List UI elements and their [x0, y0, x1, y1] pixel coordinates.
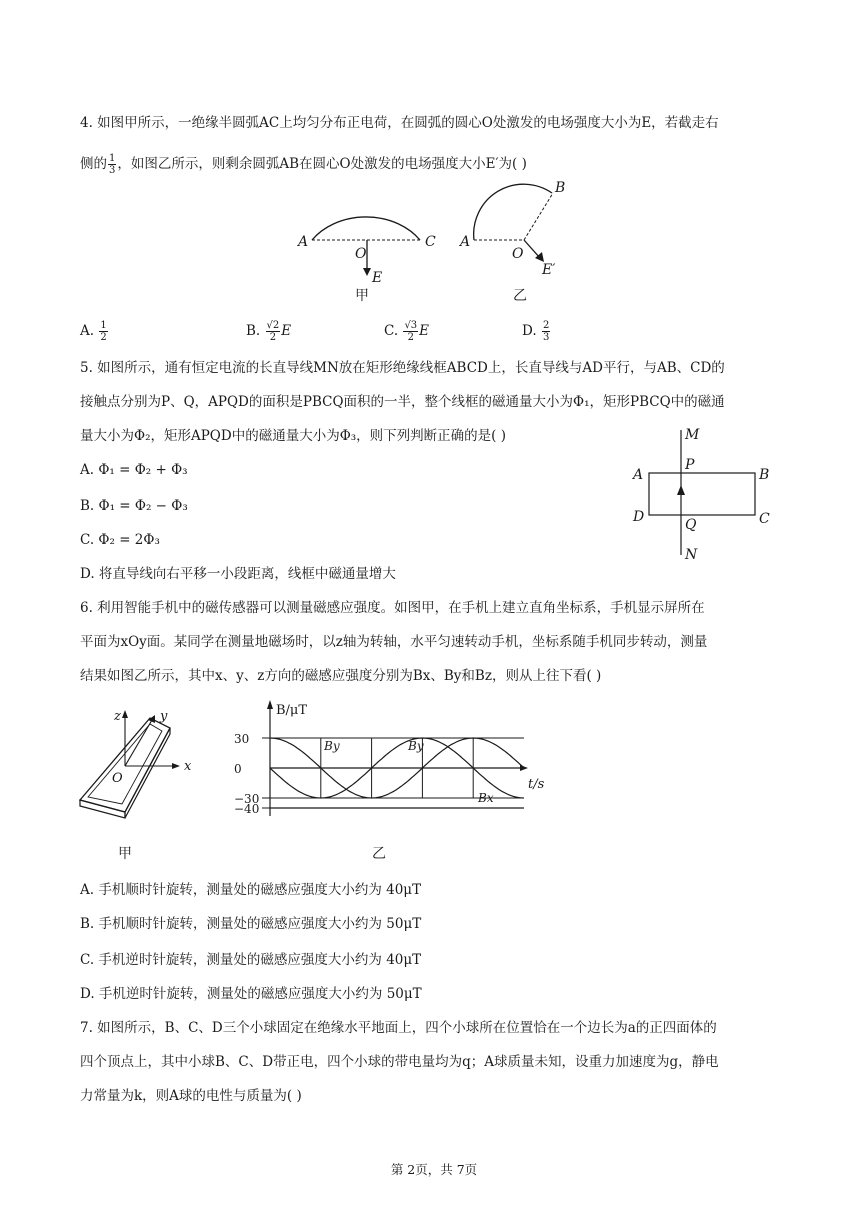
q5-label-n: N [685, 547, 698, 563]
q4-jia-label-c: C [425, 234, 436, 250]
q6-phone-side [80, 800, 125, 818]
q6-chart-y-arrowhead [267, 700, 273, 709]
q6-line3: 结果如图乙所示，其中x、y、z方向的磁感应强度分别为Bx、By和Bz，则从上往下看( ) [80, 668, 602, 684]
q4-option-c [384, 320, 429, 343]
q4-opt-d-frac [542, 320, 550, 343]
q4-yi-label-a: A [460, 234, 471, 250]
q6-line1: 6. 利用智能手机中的磁传感器可以测量磁感应强度。如图甲，在手机上建立直角坐标系，手机显示屏所在 [80, 600, 705, 616]
q6-z-arrowhead [122, 710, 128, 718]
page-footer: 第 2页，共 7页 [390, 1162, 478, 1177]
q6-label-bx: Bx [478, 791, 494, 805]
q4-jia-label-e: E [372, 270, 383, 286]
q4-opt-d-label: D. [522, 323, 541, 339]
q6-label-by-2: By [408, 739, 424, 753]
q4-yi-label-o: O [512, 246, 524, 262]
q7-line1: 7. 如图所示，B、C、D三个小球固定在绝缘水平地面上，四个小球所在位置恰在一个边长为a的正四面体的 [80, 1020, 717, 1036]
q4-jia-arrowhead [363, 268, 371, 276]
q5-line3: 量大小为Φ₂，矩形APQD中的磁通量大小为Φ₃，则下列判断正确的是( ) [80, 428, 507, 444]
q4-opt-d-num: 2 [542, 320, 550, 331]
q4-caption-jia: 甲 [355, 288, 369, 304]
q5-figure [625, 425, 785, 565]
q4-opt-c-label: C. [384, 323, 403, 339]
q6-x-arrowhead [172, 763, 180, 769]
q5-label-q: Q [685, 517, 697, 533]
q6-label-x: x [184, 759, 192, 774]
q5-label-a: A [633, 467, 644, 483]
q4-yi-label-b: B [555, 180, 566, 196]
q4-jia-arc [312, 217, 420, 240]
q5-label-d: D [633, 509, 645, 525]
q4-option-d [522, 320, 551, 343]
q6-field-chart [222, 696, 562, 866]
q6-option-c: C. 手机逆时针旋转，测量处的磁感应强度大小约为 40μT [80, 952, 422, 968]
q4-opt-a-num: 1 [100, 320, 107, 331]
q4-fraction [108, 153, 116, 176]
q5-label-c: C [759, 511, 770, 527]
q5-line1: 5. 如图所示，通有恒定电流的长直导线MN放在矩形绝缘线框ABCD上，长直导线与AD平行，与AB、CD的 [80, 360, 725, 376]
q4-yi-field-arrow [524, 240, 540, 258]
q5-label-p: P [685, 457, 695, 473]
q5-option-a: A. Φ₁ = Φ₂ + Φ₃ [80, 462, 188, 478]
q4-frac-den: 3 [109, 165, 116, 176]
q6-chart-ytick-2: −30 [234, 792, 260, 806]
q6-line2: 平面为xOy面。某同学在测量地磁场时，以z轴为转轴，水平匀速转动手机，坐标系随手机同步转动，测量 [80, 634, 708, 650]
q5-label-m: M [685, 427, 700, 443]
q4-opt-a-den: 2 [100, 332, 107, 343]
q4-line1: 4. 如图甲所示，一绝缘半圆弧AC上均匀分布正电荷，在圆弧的圆心O处激发的电场强度大小为E，若截走右 [80, 115, 719, 131]
q4-figure [290, 178, 590, 306]
q6-label-z: z [114, 709, 121, 724]
q6-chart-ytick-0: 30 [234, 732, 250, 746]
q6-chart-ytick-1: 0 [234, 762, 242, 776]
q4-frac-num: 1 [109, 153, 116, 164]
q4-yi-label-e: E′ [542, 262, 556, 278]
q4-opt-b-den: 2 [269, 332, 277, 343]
q6-chart-ytick-3: −40 [234, 802, 260, 816]
q6-option-d: D. 手机逆时针旋转，测量处的磁感应强度大小约为 50μT [80, 986, 422, 1002]
q4-opt-c-e: E [419, 323, 430, 339]
q6-chart-ylabel: B/μT [276, 703, 308, 718]
q4-opt-b-frac [266, 320, 281, 343]
q6-caption-yi: 乙 [372, 846, 386, 862]
q6-label-y: y [160, 709, 168, 724]
q7-line2: 四个顶点上，其中小球B、C、D带正电，四个小球的带电量均为q；A球质量未知，设重力加速度为g，静电 [80, 1054, 719, 1070]
q4-opt-b-e: E [281, 323, 292, 339]
q5-option-d: D. 将直导线向右平移一小段距离，线框中磁通量增大 [80, 566, 396, 582]
q4-opt-c-num: √3 [404, 320, 418, 331]
q6-option-b: B. 手机顺时针旋转，测量处的磁感应强度大小约为 50μT [80, 916, 422, 932]
q4-line2-pre: 侧的 [80, 156, 107, 172]
q4-opt-a-frac [99, 320, 107, 343]
q4-line2-post: ，如图乙所示，则剩余圆弧AB在圆心O处激发的电场强度大小E′为( ) [117, 156, 527, 172]
q5-option-c: C. Φ₂ = 2Φ₃ [80, 532, 160, 548]
q6-label-by-1: By [324, 739, 340, 753]
q4-opt-c-frac [403, 320, 418, 343]
q4-opt-d-den: 3 [542, 332, 550, 343]
q4-opt-b-num: √2 [266, 320, 280, 331]
q4-jia-label-a: A [298, 234, 309, 250]
q4-caption-yi: 乙 [513, 288, 527, 304]
q6-option-a: A. 手机顺时针旋转，测量处的磁感应强度大小约为 40μT [80, 882, 422, 898]
q4-option-b [246, 320, 291, 343]
q5-option-b: B. Φ₁ = Φ₂ − Φ₃ [80, 498, 188, 514]
q4-opt-b-label: B. [246, 323, 265, 339]
q6-caption-jia: 甲 [118, 846, 132, 862]
q6-phone-edge [125, 728, 170, 818]
q4-yi-radius [524, 193, 553, 240]
q6-phone-figure [70, 700, 210, 870]
q6-chart-xlabel: t/s [528, 777, 545, 792]
q6-label-o: O [112, 771, 123, 786]
q5-label-b: B [759, 467, 770, 483]
q7-line3: 力常量为k，则A球的电性与质量为( ) [80, 1088, 302, 1104]
q5-rect-frame [649, 473, 755, 515]
q4-opt-c-den: 2 [407, 332, 414, 343]
q4-option-a [80, 320, 109, 343]
q4-line2 [80, 153, 527, 176]
q4-yi-arc [474, 184, 552, 240]
q4-opt-a-label: A. [80, 323, 99, 339]
q5-line2: 接触点分别为P、Q，APQD的面积是PBCQ面积的一半，整个线框的磁通量大小为Φ₁，矩形PBCQ中的磁通 [80, 394, 725, 410]
q4-jia-label-o: O [355, 246, 367, 262]
q5-current-arrow [677, 485, 685, 495]
